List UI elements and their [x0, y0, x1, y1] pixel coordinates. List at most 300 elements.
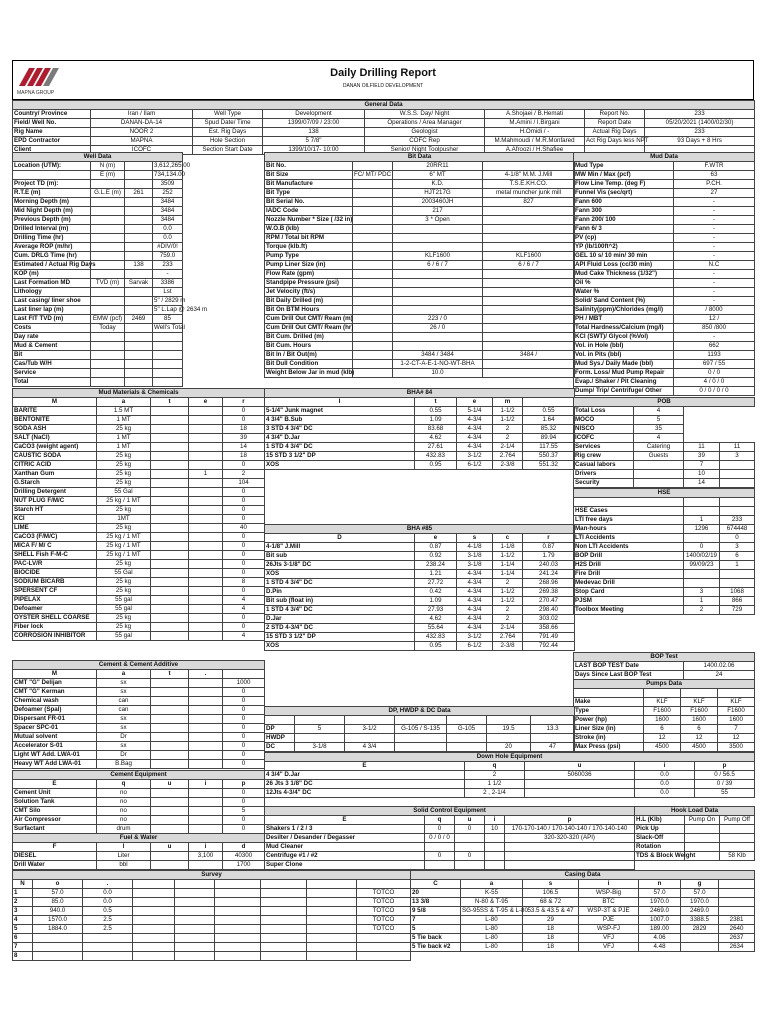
table-cell: 662 — [674, 342, 755, 351]
table-cell: KLF1600 — [393, 252, 483, 261]
hse: HSE HSE Cases LTI free days 1 233 Man-hours 1296 674448 LTI Accidents 0 Non LTI Accidents 0 3 BOP Drill 1400/02/19 6 H2S Drill 99/09/23 1 Fire Drill Medevac Drill Stop Card 3 1068 PJSM 1 866 Toolbox Meeting 2 729 — [573, 488, 754, 615]
table-row — [574, 525, 755, 534]
table-cell: G.Starch — [13, 479, 97, 488]
table-cell: 1399/10/17- 10:00 — [263, 146, 365, 155]
table-row — [265, 425, 575, 434]
table-cell — [33, 952, 83, 961]
table-row — [13, 261, 183, 270]
table-cell: 5" L.Lap @ 2634 m — [154, 306, 208, 313]
table-cell: 170-170-140 / 170-140-140 / 170-140-140 — [505, 825, 635, 834]
table-cell — [125, 351, 153, 360]
table-cell — [265, 716, 295, 725]
table-cell — [189, 697, 223, 706]
table-row — [574, 288, 755, 297]
table-cell: a — [461, 880, 523, 889]
table-cell — [505, 843, 635, 852]
table-cell: Lst — [153, 288, 183, 297]
table-row — [574, 716, 755, 725]
table-row — [265, 297, 575, 306]
table-cell — [393, 333, 483, 342]
table-cell: SALT (NaCl) — [13, 434, 97, 443]
table-cell: 5060036 — [525, 771, 635, 780]
table-cell — [151, 407, 189, 416]
table-cell: 3484 / — [483, 351, 575, 360]
table-cell — [91, 369, 125, 378]
table-cell — [125, 243, 153, 252]
table-row — [411, 916, 755, 925]
table-cell: 1.09 — [415, 416, 457, 425]
table-cell: N.C — [674, 261, 755, 270]
table-cell: A.Shojaei / B.Hemati — [485, 110, 585, 119]
table-cell — [483, 306, 575, 315]
table-cell: 47 — [531, 743, 575, 752]
table-cell: F — [13, 843, 97, 852]
table-cell: Vol. in Pits (bbl) — [574, 351, 674, 360]
table-cell: XOS — [265, 570, 415, 579]
table-cell: 3 STD 4 3/4" DC — [265, 425, 415, 434]
table-row — [13, 742, 265, 751]
table-cell: 25 kg — [97, 452, 151, 461]
table-cell — [483, 324, 575, 333]
table-cell — [485, 843, 505, 852]
table-cell: 1-1/2 — [493, 588, 523, 597]
table-cell: 3-1/2 — [457, 452, 493, 461]
table-cell: 4 — [634, 434, 684, 443]
table-cell: 3,612,265.00 — [154, 162, 191, 169]
table-cell — [353, 315, 393, 324]
table-cell: 674448 — [720, 525, 755, 534]
table-cell: ICOFC — [574, 434, 634, 443]
table-row — [265, 825, 635, 834]
table-cell: Bit Cum. Hours — [265, 342, 353, 351]
table-cell: Mid Night Depth (m) — [13, 207, 91, 216]
table-row — [13, 880, 411, 889]
table-cell — [91, 225, 125, 234]
pumps-data: Pumps Data Make KLF KLF KLF Type F1600 F1600 F1600 Power (hp) 1600 1600 1600 Liner Size (in) 6 6 7 Stroke (in) 12 12 12 Max Press (psi) 4500 4500 3500 — [573, 679, 754, 752]
table-row — [411, 898, 755, 907]
table-row — [574, 198, 755, 207]
table-row — [13, 333, 183, 342]
table-cell — [719, 880, 755, 889]
table-cell: 4-1/8" J.Mill — [265, 543, 415, 552]
table-cell: 3,100 — [189, 852, 223, 861]
table-cell: 1 — [189, 470, 223, 479]
table-cell: 25 kg — [97, 578, 151, 587]
table-cell: 2 , 2-1/4 — [465, 789, 525, 798]
table-cell — [353, 369, 393, 378]
table-cell — [125, 216, 153, 225]
table-cell: GEL 10 s/ 10 min/ 30 min — [574, 252, 674, 261]
table-cell: Rig Name — [13, 128, 91, 137]
table-cell: Solid/ Sand Content (%) — [574, 297, 674, 306]
table-cell: 0 / 0 / 0 / 0 — [674, 387, 755, 396]
table-cell: IADC Code — [265, 207, 353, 216]
table-cell: PJSM — [574, 597, 684, 606]
table-cell: Bit Cum. Drilled (m) — [265, 333, 353, 342]
table-cell: 68 & 72 — [523, 898, 579, 907]
table-cell: 4.06 — [639, 934, 681, 943]
table-cell: Bit No. — [265, 162, 353, 171]
table-row — [574, 342, 755, 351]
table-cell — [307, 943, 357, 952]
table-cell: 39 — [223, 434, 265, 443]
table-row — [13, 225, 183, 234]
table-cell — [353, 198, 393, 207]
table-cell: 1600 — [718, 716, 755, 725]
table-cell: NUT PLUG F/M/C — [13, 497, 97, 506]
table-row — [13, 270, 183, 279]
table-row — [13, 279, 183, 288]
table-cell: e — [457, 398, 493, 407]
table-cell — [125, 180, 153, 189]
table-cell: Last liner lap (m) — [13, 306, 91, 315]
table-cell: 63 — [674, 171, 755, 180]
table-cell: 57.0 — [33, 889, 83, 898]
table-cell: 3484 / 3484 — [393, 351, 483, 360]
table-row — [574, 561, 755, 570]
table-row — [574, 252, 755, 261]
table-cell — [151, 807, 189, 816]
table-cell — [189, 861, 223, 870]
table-cell: Jet Velocity (ft/s) — [265, 288, 353, 297]
table-cell: Est. Rig Days — [193, 128, 263, 137]
table-cell — [189, 560, 223, 569]
table-cell: 1.64 — [523, 416, 575, 425]
table-cell: 1 STD 4 3/4" DC — [265, 606, 415, 615]
table-cell — [151, 470, 189, 479]
table-cell: Oil % — [574, 279, 674, 288]
table-cell: G.L.E (m) — [91, 189, 125, 198]
table-cell — [295, 716, 345, 725]
table-cell: 2 — [13, 898, 33, 907]
table-cell: 26 / 0 — [393, 324, 483, 333]
table-row — [265, 407, 575, 416]
table-cell: 1.5 MT — [97, 407, 151, 416]
table-cell: 5-1/4 — [457, 407, 493, 416]
table-cell: Surfactant — [13, 825, 97, 834]
table-row — [13, 632, 265, 641]
table-cell — [525, 780, 635, 789]
table-cell: e — [415, 534, 457, 543]
table-row — [635, 852, 755, 861]
table-cell — [189, 632, 223, 641]
table-cell: 432.83 — [415, 633, 457, 642]
table-cell: - — [674, 279, 755, 288]
table-row — [265, 324, 575, 333]
table-row — [13, 398, 265, 407]
table-cell — [634, 461, 684, 470]
table-cell — [175, 925, 215, 934]
table-cell: K-55 — [461, 889, 523, 898]
table-cell — [189, 623, 223, 632]
table-row — [574, 243, 755, 252]
table-cell — [189, 479, 223, 488]
table-cell: Guests — [634, 452, 684, 461]
table-cell — [189, 679, 223, 688]
table-cell — [483, 279, 575, 288]
table-cell — [189, 542, 223, 551]
table-cell: 4500 — [681, 743, 718, 752]
table-row — [574, 570, 755, 579]
table-cell: 1.79 — [523, 552, 575, 561]
table-cell — [151, 789, 189, 798]
table-cell: 189.00 — [639, 925, 681, 934]
table-cell: 5 — [223, 807, 265, 816]
table-cell: 4 — [223, 605, 265, 614]
table-cell: F1600 — [718, 707, 755, 716]
table-row — [13, 360, 183, 369]
table-cell: 20 — [411, 889, 461, 898]
table-cell: can — [97, 706, 151, 715]
table-cell — [720, 825, 755, 834]
table-cell: Spacer SPC-01 — [13, 724, 97, 733]
table-cell — [189, 497, 223, 506]
table-cell: 0 — [720, 534, 755, 543]
table-cell — [189, 733, 223, 742]
table-cell: EPD Contractor — [13, 137, 91, 146]
table-cell — [353, 207, 393, 216]
table-cell: - — [674, 243, 755, 252]
table-cell: 2 — [493, 579, 523, 588]
table-cell: 0 — [455, 852, 485, 861]
table-row — [574, 180, 755, 189]
table-cell: TOTCO — [357, 889, 411, 898]
table-row — [13, 843, 265, 852]
table-cell — [684, 534, 720, 543]
table-cell: 15 STD 3 1/2" DP — [265, 452, 415, 461]
table-row — [265, 315, 575, 324]
table-cell: WSP-3T & PJE — [579, 907, 639, 916]
table-cell: sx — [97, 679, 151, 688]
table-cell: 1-2-CT-A-E-1-NO-WT-BHA — [393, 360, 483, 369]
table-cell: DC — [265, 743, 295, 752]
table-cell — [353, 162, 393, 171]
table-row — [13, 533, 265, 542]
table-cell: DP — [265, 725, 295, 734]
table-row — [265, 369, 575, 378]
table-row — [13, 852, 265, 861]
table-row — [265, 180, 575, 189]
table-row — [265, 198, 575, 207]
table-cell — [485, 852, 505, 861]
table-cell: Light WT Add. LWA-01 — [13, 751, 97, 760]
table-cell: Non LTI Accidents — [574, 543, 684, 552]
table-cell: Pump Liner Size (in) — [265, 261, 353, 270]
table-cell — [189, 569, 223, 578]
table-cell — [684, 498, 720, 507]
table-cell — [393, 279, 483, 288]
table-cell: P.CH. — [674, 180, 755, 189]
table-row — [574, 297, 755, 306]
table-cell: 3484 — [153, 216, 183, 225]
table-cell — [261, 889, 307, 898]
table-cell — [215, 889, 261, 898]
table-row — [13, 542, 265, 551]
table-cell: l — [97, 843, 151, 852]
table-cell: 14 — [684, 479, 720, 488]
table-cell — [393, 225, 483, 234]
table-cell — [720, 843, 755, 852]
table-cell: 0 / 0 / 0 — [425, 834, 455, 843]
table-cell: OYSTER SHELL COARSE — [13, 614, 97, 623]
table-cell: BOP Drill — [574, 552, 684, 561]
table-cell: B.Bag — [97, 760, 151, 769]
table-cell: r — [223, 398, 265, 407]
table-row — [574, 270, 755, 279]
table-row — [265, 615, 575, 624]
mud-materials: Mud Materials & Chemicals M a t e r BARITE 1.5 MT 0 BENTONITE 1 MT 0 SODA ASH 25 kg 18 SALT (NaCl) 1 MT 39 CaCO3 (weight agent) 1 MT 14 CAUSTIC SODA 25 kg 18 CITRIC ACID 25 kg 0 Xanthan Gum 25 kg 1 2 G.Starch 25 kg 104 Drilling Detergent 55 Gal 0 NUT PLUG F/M/C 25 kg / 1 MT 0 Starch HT 25 kg 0 KCl 1MT 0 LIME 25 kg 40 CaCO3 (F/M/C) 25 kg / 1 MT 0 MICA F/ M/ C 25 kg / 1 MT 0 SHELL Fish F-M-C 25 kg / 1 MT 0 PAC-LV/R 25 kg 0 BIOCIDE 55 Gal 0 SODIUM BICARB 25 kg 8 SPERSENT CF 25 kg 0 PIPELAX 55 gal 4 Defoamer 55 gal 4 OYSTER SHELL COARSE 25 kg 0 Fiber lock 25 kg 0 CORROSION INHIBITOR 55 gal 4 — [12, 388, 264, 641]
table-cell — [189, 706, 223, 715]
table-cell — [151, 452, 189, 461]
table-cell: Days Since Last BOP Test — [574, 671, 684, 680]
table-cell — [151, 542, 189, 551]
table-cell: Total — [13, 378, 91, 387]
table-cell: 18 — [223, 452, 265, 461]
table-cell — [151, 461, 189, 470]
table-cell — [720, 834, 755, 843]
table-cell — [151, 623, 189, 632]
table-row — [13, 243, 183, 252]
table-cell — [353, 225, 393, 234]
table-cell: Bit In / Bit Out(m) — [265, 351, 353, 360]
table-cell — [189, 614, 223, 623]
table-cell: 85.0 — [33, 898, 83, 907]
table-cell: Dump/ Trip/ Centrifuge/ Other — [574, 387, 674, 396]
table-cell — [393, 270, 483, 279]
table-cell: Drivers — [574, 470, 634, 479]
table-cell: 6 — [644, 725, 681, 734]
table-cell — [151, 605, 189, 614]
table-row — [265, 743, 575, 752]
table-cell: 7 — [411, 916, 461, 925]
table-cell: 2 — [493, 425, 523, 434]
table-cell: XOS — [265, 461, 415, 470]
table-row — [13, 943, 411, 952]
table-cell — [125, 306, 153, 315]
table-row — [13, 807, 265, 816]
table-row — [574, 162, 755, 171]
table-cell: 233 — [720, 516, 755, 525]
table-cell: 13 3/8 — [411, 898, 461, 907]
table-cell: Defoamer — [13, 605, 97, 614]
table-cell — [353, 252, 393, 261]
table-cell: 252 — [153, 189, 183, 198]
table-cell: Slack-Off — [635, 834, 685, 843]
table-cell: 270.47 — [523, 597, 575, 606]
table-cell: 25 kg / 1 MT — [97, 551, 151, 560]
table-cell: E — [265, 762, 465, 771]
table-cell: I — [265, 398, 415, 407]
table-row — [265, 780, 755, 789]
table-row — [13, 351, 183, 360]
table-cell: 85 — [153, 315, 183, 324]
table-cell — [151, 443, 189, 452]
table-cell — [189, 742, 223, 751]
table-cell — [307, 925, 357, 934]
table-row — [13, 416, 265, 425]
table-cell — [125, 207, 153, 216]
table-cell — [91, 333, 125, 342]
table-cell — [91, 306, 125, 315]
table-cell — [151, 551, 189, 560]
table-cell: 24 — [684, 671, 755, 680]
table-cell: 2829 — [681, 925, 719, 934]
table-row — [265, 543, 575, 552]
table-cell: D.Pin — [265, 588, 415, 597]
table-cell: 25 kg — [97, 506, 151, 515]
table-row — [13, 596, 265, 605]
table-cell: s — [523, 880, 579, 889]
table-cell: 25 kg — [97, 425, 151, 434]
table-cell: 1-1/4 — [493, 570, 523, 579]
table-cell — [189, 416, 223, 425]
table-row — [13, 297, 183, 306]
table-row — [574, 707, 755, 716]
table-row — [13, 407, 265, 416]
table-row — [13, 789, 265, 798]
table-row — [13, 934, 411, 943]
table-cell: 0 — [223, 587, 265, 596]
table-cell: Flow Line Temp. (deg F) — [574, 180, 674, 189]
table-row — [13, 907, 411, 916]
table-cell: W.S.S. Day/ Night — [365, 110, 485, 119]
table-cell — [153, 378, 183, 387]
table-cell: q — [465, 762, 525, 771]
table-cell: E (m) — [91, 171, 125, 180]
table-row — [574, 597, 755, 606]
table-cell — [223, 670, 265, 679]
table-cell — [684, 507, 720, 516]
table-row — [574, 416, 755, 425]
table-cell: 25 kg — [97, 524, 151, 533]
table-row — [13, 288, 183, 297]
table-cell: 1 1/2 — [465, 780, 525, 789]
table-cell: 0.0 — [83, 898, 133, 907]
table-cell: LTI free days — [574, 516, 684, 525]
table-cell: Lithology — [13, 288, 91, 297]
table-row — [265, 225, 575, 234]
table-cell: 5 Tie back #2 — [411, 943, 461, 952]
table-row — [574, 351, 755, 360]
table-row — [265, 552, 575, 561]
table-cell: 0.0 — [635, 789, 695, 798]
table-row — [574, 315, 755, 324]
table-cell: Mud Type — [574, 162, 674, 171]
table-cell: 2640 — [719, 925, 755, 934]
table-row — [635, 816, 755, 825]
table-cell: 25 kg — [97, 587, 151, 596]
table-cell: Bit Size — [265, 171, 353, 180]
table-cell — [189, 816, 223, 825]
table-cell: Pump Type — [265, 252, 353, 261]
table-cell: Mud & Cement — [13, 342, 91, 351]
table-cell: 7 — [13, 943, 33, 952]
table-cell — [151, 697, 189, 706]
table-cell: 2469 — [125, 315, 153, 324]
table-cell — [261, 925, 307, 934]
table-cell: 85.32 — [523, 425, 575, 434]
table-cell: Fann 6/ 3 — [574, 225, 674, 234]
table-cell: 6 / 6 / 7 — [483, 261, 575, 270]
table-cell — [425, 843, 455, 852]
table-cell — [189, 434, 223, 443]
table-cell — [395, 743, 447, 752]
table-cell: F1600 — [644, 707, 681, 716]
table-cell — [153, 342, 183, 351]
table-cell: HSE Cases — [574, 507, 684, 516]
table-row — [574, 378, 755, 387]
table-cell: Report No. — [585, 110, 645, 119]
